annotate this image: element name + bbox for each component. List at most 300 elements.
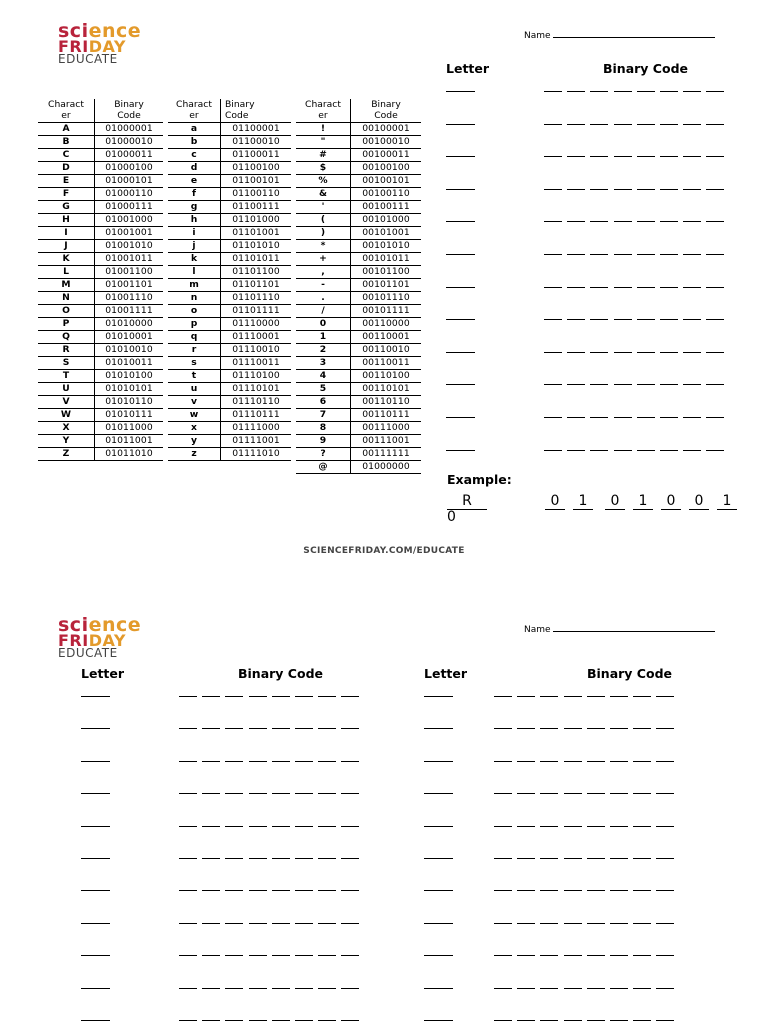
bit-blank[interactable] bbox=[660, 417, 678, 418]
bit-blank[interactable] bbox=[179, 988, 197, 989]
bit-blank[interactable] bbox=[614, 189, 632, 190]
bit-blank[interactable] bbox=[610, 1020, 628, 1021]
bit-blank[interactable] bbox=[567, 124, 585, 125]
letter-blank[interactable] bbox=[446, 189, 475, 190]
bit-blank[interactable] bbox=[587, 761, 605, 762]
bit-blank[interactable] bbox=[494, 761, 512, 762]
bit-blank[interactable] bbox=[202, 793, 220, 794]
bit-blank[interactable] bbox=[633, 890, 651, 891]
letter-blank[interactable] bbox=[81, 696, 110, 697]
bit-blank[interactable] bbox=[590, 221, 608, 222]
bit-blank[interactable] bbox=[683, 124, 701, 125]
bit-blank[interactable] bbox=[637, 221, 655, 222]
bit-blank[interactable] bbox=[341, 696, 359, 697]
bit-blank[interactable] bbox=[637, 124, 655, 125]
bit-blank[interactable] bbox=[590, 124, 608, 125]
bit-blank[interactable] bbox=[494, 728, 512, 729]
bit-blank[interactable] bbox=[590, 417, 608, 418]
bit-blank[interactable] bbox=[341, 761, 359, 762]
bit-blank[interactable] bbox=[202, 890, 220, 891]
letter-blank[interactable] bbox=[81, 761, 110, 762]
bit-blank[interactable] bbox=[295, 826, 313, 827]
bit-blank[interactable] bbox=[202, 728, 220, 729]
letter-blank[interactable] bbox=[446, 450, 475, 451]
bit-blank[interactable] bbox=[272, 890, 290, 891]
bit-blank[interactable] bbox=[614, 352, 632, 353]
bit-blank[interactable] bbox=[341, 890, 359, 891]
letter-blank[interactable] bbox=[424, 1020, 453, 1021]
bit-blank[interactable] bbox=[614, 450, 632, 451]
bit-blank[interactable] bbox=[637, 254, 655, 255]
bit-blank[interactable] bbox=[517, 955, 535, 956]
bit-blank[interactable] bbox=[614, 124, 632, 125]
bit-blank[interactable] bbox=[587, 858, 605, 859]
bit-blank[interactable] bbox=[587, 988, 605, 989]
bit-blank[interactable] bbox=[590, 254, 608, 255]
bit-blank[interactable] bbox=[249, 1020, 267, 1021]
bit-blank[interactable] bbox=[249, 761, 267, 762]
bit-blank[interactable] bbox=[544, 352, 562, 353]
bit-blank[interactable] bbox=[225, 761, 243, 762]
bit-blank[interactable] bbox=[202, 923, 220, 924]
bit-blank[interactable] bbox=[656, 793, 674, 794]
bit-blank[interactable] bbox=[318, 988, 336, 989]
bit-blank[interactable] bbox=[249, 923, 267, 924]
bit-blank[interactable] bbox=[656, 890, 674, 891]
bit-blank[interactable] bbox=[494, 696, 512, 697]
bit-blank[interactable] bbox=[614, 319, 632, 320]
bit-blank[interactable] bbox=[202, 761, 220, 762]
bit-blank[interactable] bbox=[540, 761, 558, 762]
bit-blank[interactable] bbox=[660, 156, 678, 157]
bit-blank[interactable] bbox=[540, 955, 558, 956]
bit-blank[interactable] bbox=[341, 826, 359, 827]
bit-blank[interactable] bbox=[318, 923, 336, 924]
bit-blank[interactable] bbox=[610, 826, 628, 827]
bit-blank[interactable] bbox=[660, 189, 678, 190]
bit-blank[interactable] bbox=[494, 793, 512, 794]
bit-blank[interactable] bbox=[587, 826, 605, 827]
bit-blank[interactable] bbox=[564, 858, 582, 859]
bit-blank[interactable] bbox=[544, 189, 562, 190]
letter-blank[interactable] bbox=[424, 858, 453, 859]
bit-blank[interactable] bbox=[637, 417, 655, 418]
bit-blank[interactable] bbox=[610, 793, 628, 794]
bit-blank[interactable] bbox=[706, 352, 724, 353]
bit-blank[interactable] bbox=[318, 890, 336, 891]
letter-blank[interactable] bbox=[446, 319, 475, 320]
letter-blank[interactable] bbox=[424, 696, 453, 697]
bit-blank[interactable] bbox=[544, 319, 562, 320]
bit-blank[interactable] bbox=[567, 352, 585, 353]
bit-blank[interactable] bbox=[587, 696, 605, 697]
bit-blank[interactable] bbox=[272, 793, 290, 794]
bit-blank[interactable] bbox=[249, 728, 267, 729]
bit-blank[interactable] bbox=[517, 890, 535, 891]
bit-blank[interactable] bbox=[540, 890, 558, 891]
bit-blank[interactable] bbox=[564, 923, 582, 924]
bit-blank[interactable] bbox=[179, 761, 197, 762]
bit-blank[interactable] bbox=[683, 384, 701, 385]
letter-blank[interactable] bbox=[81, 858, 110, 859]
bit-blank[interactable] bbox=[590, 384, 608, 385]
bit-blank[interactable] bbox=[656, 923, 674, 924]
bit-blank[interactable] bbox=[567, 221, 585, 222]
bit-blank[interactable] bbox=[544, 254, 562, 255]
bit-blank[interactable] bbox=[517, 696, 535, 697]
bit-blank[interactable] bbox=[706, 221, 724, 222]
bit-blank[interactable] bbox=[494, 1020, 512, 1021]
bit-blank[interactable] bbox=[494, 955, 512, 956]
bit-blank[interactable] bbox=[544, 91, 562, 92]
bit-blank[interactable] bbox=[272, 826, 290, 827]
bit-blank[interactable] bbox=[656, 858, 674, 859]
bit-blank[interactable] bbox=[318, 955, 336, 956]
letter-blank[interactable] bbox=[81, 988, 110, 989]
bit-blank[interactable] bbox=[225, 890, 243, 891]
bit-blank[interactable] bbox=[341, 1020, 359, 1021]
bit-blank[interactable] bbox=[318, 761, 336, 762]
bit-blank[interactable] bbox=[590, 319, 608, 320]
bit-blank[interactable] bbox=[683, 417, 701, 418]
bit-blank[interactable] bbox=[179, 858, 197, 859]
bit-blank[interactable] bbox=[660, 287, 678, 288]
bit-blank[interactable] bbox=[564, 1020, 582, 1021]
bit-blank[interactable] bbox=[540, 988, 558, 989]
bit-blank[interactable] bbox=[564, 793, 582, 794]
bit-blank[interactable] bbox=[706, 189, 724, 190]
bit-blank[interactable] bbox=[179, 728, 197, 729]
bit-blank[interactable] bbox=[341, 923, 359, 924]
bit-blank[interactable] bbox=[341, 988, 359, 989]
bit-blank[interactable] bbox=[272, 955, 290, 956]
bit-blank[interactable] bbox=[494, 826, 512, 827]
letter-blank[interactable] bbox=[81, 826, 110, 827]
bit-blank[interactable] bbox=[683, 319, 701, 320]
bit-blank[interactable] bbox=[318, 858, 336, 859]
bit-blank[interactable] bbox=[494, 988, 512, 989]
bit-blank[interactable] bbox=[225, 728, 243, 729]
letter-blank[interactable] bbox=[81, 955, 110, 956]
bit-blank[interactable] bbox=[341, 793, 359, 794]
bit-blank[interactable] bbox=[637, 287, 655, 288]
bit-blank[interactable] bbox=[540, 1020, 558, 1021]
bit-blank[interactable] bbox=[633, 1020, 651, 1021]
bit-blank[interactable] bbox=[614, 384, 632, 385]
bit-blank[interactable] bbox=[610, 761, 628, 762]
letter-blank[interactable] bbox=[424, 923, 453, 924]
bit-blank[interactable] bbox=[590, 156, 608, 157]
bit-blank[interactable] bbox=[614, 417, 632, 418]
letter-blank[interactable] bbox=[424, 955, 453, 956]
bit-blank[interactable] bbox=[567, 384, 585, 385]
bit-blank[interactable] bbox=[202, 1020, 220, 1021]
bit-blank[interactable] bbox=[540, 793, 558, 794]
bit-blank[interactable] bbox=[590, 450, 608, 451]
bit-blank[interactable] bbox=[706, 91, 724, 92]
bit-blank[interactable] bbox=[567, 450, 585, 451]
bit-blank[interactable] bbox=[295, 761, 313, 762]
bit-blank[interactable] bbox=[544, 156, 562, 157]
letter-blank[interactable] bbox=[446, 352, 475, 353]
bit-blank[interactable] bbox=[706, 124, 724, 125]
bit-blank[interactable] bbox=[610, 728, 628, 729]
bit-blank[interactable] bbox=[660, 384, 678, 385]
bit-blank[interactable] bbox=[295, 793, 313, 794]
bit-blank[interactable] bbox=[706, 417, 724, 418]
bit-blank[interactable] bbox=[637, 352, 655, 353]
bit-blank[interactable] bbox=[517, 858, 535, 859]
bit-blank[interactable] bbox=[272, 1020, 290, 1021]
bit-blank[interactable] bbox=[610, 923, 628, 924]
bit-blank[interactable] bbox=[249, 793, 267, 794]
bit-blank[interactable] bbox=[637, 189, 655, 190]
bit-blank[interactable] bbox=[633, 988, 651, 989]
bit-blank[interactable] bbox=[633, 955, 651, 956]
bit-blank[interactable] bbox=[517, 826, 535, 827]
bit-blank[interactable] bbox=[249, 858, 267, 859]
bit-blank[interactable] bbox=[341, 858, 359, 859]
bit-blank[interactable] bbox=[633, 858, 651, 859]
bit-blank[interactable] bbox=[179, 826, 197, 827]
bit-blank[interactable] bbox=[610, 890, 628, 891]
bit-blank[interactable] bbox=[656, 988, 674, 989]
bit-blank[interactable] bbox=[633, 728, 651, 729]
letter-blank[interactable] bbox=[81, 890, 110, 891]
bit-blank[interactable] bbox=[225, 1020, 243, 1021]
bit-blank[interactable] bbox=[637, 384, 655, 385]
bit-blank[interactable] bbox=[660, 450, 678, 451]
bit-blank[interactable] bbox=[614, 254, 632, 255]
letter-blank[interactable] bbox=[446, 156, 475, 157]
bit-blank[interactable] bbox=[295, 696, 313, 697]
bit-blank[interactable] bbox=[587, 1020, 605, 1021]
bit-blank[interactable] bbox=[318, 793, 336, 794]
bit-blank[interactable] bbox=[564, 890, 582, 891]
bit-blank[interactable] bbox=[341, 955, 359, 956]
bit-blank[interactable] bbox=[706, 156, 724, 157]
bit-blank[interactable] bbox=[683, 221, 701, 222]
bit-blank[interactable] bbox=[540, 923, 558, 924]
bit-blank[interactable] bbox=[318, 826, 336, 827]
bit-blank[interactable] bbox=[544, 450, 562, 451]
bit-blank[interactable] bbox=[295, 728, 313, 729]
bit-blank[interactable] bbox=[590, 91, 608, 92]
bit-blank[interactable] bbox=[567, 319, 585, 320]
bit-blank[interactable] bbox=[656, 1020, 674, 1021]
letter-blank[interactable] bbox=[81, 923, 110, 924]
bit-blank[interactable] bbox=[225, 988, 243, 989]
bit-blank[interactable] bbox=[544, 287, 562, 288]
bit-blank[interactable] bbox=[706, 319, 724, 320]
bit-blank[interactable] bbox=[494, 923, 512, 924]
bit-blank[interactable] bbox=[249, 890, 267, 891]
bit-blank[interactable] bbox=[656, 696, 674, 697]
bit-blank[interactable] bbox=[179, 1020, 197, 1021]
bit-blank[interactable] bbox=[225, 826, 243, 827]
letter-blank[interactable] bbox=[446, 221, 475, 222]
letter-blank[interactable] bbox=[424, 761, 453, 762]
bit-blank[interactable] bbox=[202, 858, 220, 859]
bit-blank[interactable] bbox=[656, 826, 674, 827]
bit-blank[interactable] bbox=[295, 988, 313, 989]
footer-url[interactable]: SCIENCEFRIDAY.COM/EDUCATE bbox=[303, 546, 465, 556]
letter-blank[interactable] bbox=[446, 287, 475, 288]
bit-blank[interactable] bbox=[587, 890, 605, 891]
letter-blank[interactable] bbox=[424, 890, 453, 891]
bit-blank[interactable] bbox=[633, 696, 651, 697]
bit-blank[interactable] bbox=[517, 793, 535, 794]
bit-blank[interactable] bbox=[517, 1020, 535, 1021]
bit-blank[interactable] bbox=[564, 728, 582, 729]
bit-blank[interactable] bbox=[564, 826, 582, 827]
bit-blank[interactable] bbox=[295, 923, 313, 924]
letter-blank[interactable] bbox=[446, 384, 475, 385]
bit-blank[interactable] bbox=[683, 156, 701, 157]
bit-blank[interactable] bbox=[564, 696, 582, 697]
bit-blank[interactable] bbox=[706, 450, 724, 451]
bit-blank[interactable] bbox=[272, 761, 290, 762]
bit-blank[interactable] bbox=[225, 923, 243, 924]
bit-blank[interactable] bbox=[249, 826, 267, 827]
bit-blank[interactable] bbox=[614, 221, 632, 222]
bit-blank[interactable] bbox=[656, 955, 674, 956]
bit-blank[interactable] bbox=[567, 287, 585, 288]
bit-blank[interactable] bbox=[660, 221, 678, 222]
bit-blank[interactable] bbox=[179, 696, 197, 697]
bit-blank[interactable] bbox=[683, 189, 701, 190]
bit-blank[interactable] bbox=[567, 91, 585, 92]
bit-blank[interactable] bbox=[318, 1020, 336, 1021]
bit-blank[interactable] bbox=[179, 890, 197, 891]
bit-blank[interactable] bbox=[272, 923, 290, 924]
letter-blank[interactable] bbox=[424, 728, 453, 729]
bit-blank[interactable] bbox=[660, 91, 678, 92]
letter-blank[interactable] bbox=[446, 91, 475, 92]
letter-blank[interactable] bbox=[81, 1020, 110, 1021]
bit-blank[interactable] bbox=[544, 384, 562, 385]
bit-blank[interactable] bbox=[225, 955, 243, 956]
bit-blank[interactable] bbox=[610, 955, 628, 956]
bit-blank[interactable] bbox=[540, 826, 558, 827]
bit-blank[interactable] bbox=[272, 696, 290, 697]
bit-blank[interactable] bbox=[202, 988, 220, 989]
bit-blank[interactable] bbox=[683, 91, 701, 92]
bit-blank[interactable] bbox=[318, 696, 336, 697]
bit-blank[interactable] bbox=[706, 254, 724, 255]
bit-blank[interactable] bbox=[540, 858, 558, 859]
bit-blank[interactable] bbox=[564, 988, 582, 989]
bit-blank[interactable] bbox=[567, 189, 585, 190]
bit-blank[interactable] bbox=[610, 858, 628, 859]
bit-blank[interactable] bbox=[225, 793, 243, 794]
bit-blank[interactable] bbox=[633, 793, 651, 794]
bit-blank[interactable] bbox=[202, 955, 220, 956]
bit-blank[interactable] bbox=[590, 189, 608, 190]
bit-blank[interactable] bbox=[683, 254, 701, 255]
name-field[interactable]: Name bbox=[524, 623, 715, 635]
bit-blank[interactable] bbox=[295, 955, 313, 956]
bit-blank[interactable] bbox=[683, 287, 701, 288]
bit-blank[interactable] bbox=[633, 761, 651, 762]
name-underline[interactable] bbox=[553, 623, 715, 632]
bit-blank[interactable] bbox=[637, 156, 655, 157]
bit-blank[interactable] bbox=[567, 156, 585, 157]
bit-blank[interactable] bbox=[544, 417, 562, 418]
bit-blank[interactable] bbox=[295, 858, 313, 859]
bit-blank[interactable] bbox=[637, 91, 655, 92]
bit-blank[interactable] bbox=[633, 923, 651, 924]
bit-blank[interactable] bbox=[249, 955, 267, 956]
bit-blank[interactable] bbox=[614, 287, 632, 288]
bit-blank[interactable] bbox=[587, 955, 605, 956]
bit-blank[interactable] bbox=[225, 696, 243, 697]
bit-blank[interactable] bbox=[567, 417, 585, 418]
letter-blank[interactable] bbox=[446, 417, 475, 418]
bit-blank[interactable] bbox=[544, 124, 562, 125]
letter-blank[interactable] bbox=[446, 124, 475, 125]
bit-blank[interactable] bbox=[249, 696, 267, 697]
name-field[interactable]: Name bbox=[524, 29, 715, 41]
bit-blank[interactable] bbox=[544, 221, 562, 222]
bit-blank[interactable] bbox=[494, 890, 512, 891]
bit-blank[interactable] bbox=[683, 352, 701, 353]
bit-blank[interactable] bbox=[590, 352, 608, 353]
bit-blank[interactable] bbox=[179, 923, 197, 924]
bit-blank[interactable] bbox=[295, 1020, 313, 1021]
letter-blank[interactable] bbox=[81, 793, 110, 794]
bit-blank[interactable] bbox=[564, 761, 582, 762]
letter-blank[interactable] bbox=[424, 988, 453, 989]
name-underline[interactable] bbox=[553, 29, 715, 38]
bit-blank[interactable] bbox=[517, 988, 535, 989]
bit-blank[interactable] bbox=[587, 728, 605, 729]
bit-blank[interactable] bbox=[660, 124, 678, 125]
bit-blank[interactable] bbox=[637, 450, 655, 451]
bit-blank[interactable] bbox=[295, 890, 313, 891]
bit-blank[interactable] bbox=[660, 352, 678, 353]
bit-blank[interactable] bbox=[706, 384, 724, 385]
bit-blank[interactable] bbox=[587, 923, 605, 924]
letter-blank[interactable] bbox=[424, 793, 453, 794]
bit-blank[interactable] bbox=[540, 696, 558, 697]
bit-blank[interactable] bbox=[637, 319, 655, 320]
bit-blank[interactable] bbox=[179, 793, 197, 794]
bit-blank[interactable] bbox=[706, 287, 724, 288]
bit-blank[interactable] bbox=[341, 728, 359, 729]
bit-blank[interactable] bbox=[517, 728, 535, 729]
bit-blank[interactable] bbox=[225, 858, 243, 859]
letter-blank[interactable] bbox=[424, 826, 453, 827]
bit-blank[interactable] bbox=[660, 319, 678, 320]
bit-blank[interactable] bbox=[614, 156, 632, 157]
bit-blank[interactable] bbox=[517, 923, 535, 924]
bit-blank[interactable] bbox=[272, 988, 290, 989]
bit-blank[interactable] bbox=[567, 254, 585, 255]
bit-blank[interactable] bbox=[660, 254, 678, 255]
bit-blank[interactable] bbox=[179, 955, 197, 956]
bit-blank[interactable] bbox=[517, 761, 535, 762]
bit-blank[interactable] bbox=[587, 793, 605, 794]
letter-blank[interactable] bbox=[446, 254, 475, 255]
bit-blank[interactable] bbox=[656, 728, 674, 729]
bit-blank[interactable] bbox=[610, 696, 628, 697]
bit-blank[interactable] bbox=[564, 955, 582, 956]
bit-blank[interactable] bbox=[590, 287, 608, 288]
letter-blank[interactable] bbox=[81, 728, 110, 729]
bit-blank[interactable] bbox=[202, 826, 220, 827]
bit-blank[interactable] bbox=[610, 988, 628, 989]
